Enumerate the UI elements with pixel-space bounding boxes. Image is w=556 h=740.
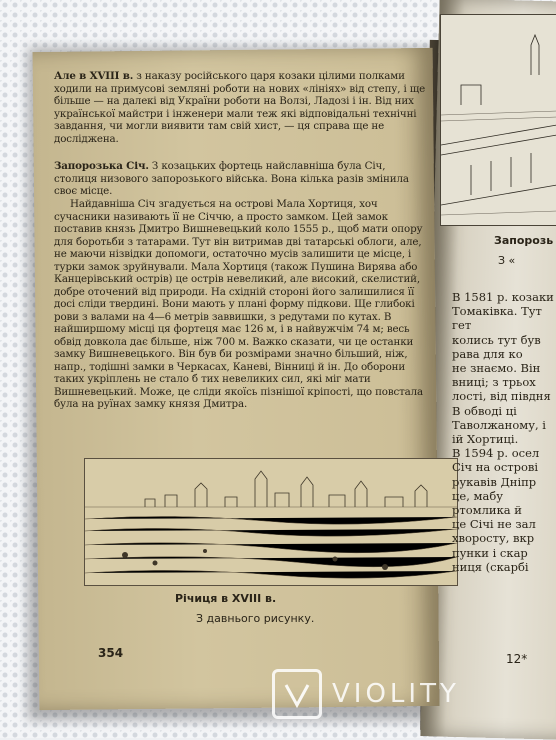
right-line: вниці; з трьох	[452, 375, 536, 390]
right-line: рукавів Дніпр	[452, 474, 537, 489]
right-line: Таволжаному, і	[452, 417, 546, 432]
watermark-text: VIOLITY	[332, 679, 460, 709]
right-page-illustration	[440, 14, 556, 226]
right-figure-caption: Запорозь	[494, 234, 554, 247]
paragraph-2: Запорозька Січ. З козацьких фортець найславніша була Січ, столиця низового запорозького війська. Вона кількa разів змінила своє місце.	[54, 160, 409, 197]
right-line: ртомлика й	[452, 503, 522, 518]
right-figure-subcaption: З «	[498, 254, 516, 267]
violity-logo-icon	[272, 669, 322, 719]
figure-subcaption: З давнього рисунку.	[196, 612, 315, 625]
engraving-illustration	[84, 458, 458, 586]
right-line: не знаємо. Він	[452, 361, 541, 376]
right-line: пунки і скар	[452, 545, 528, 560]
paragraph-3: Найдавніша Січ згадується на острові Мала Хортиця, хоч сучасники називають її не Січчю, а просто замком. Цей замок поставив князь Дмитро Вишневецький коло 1555 р., щоб мати опору для боротьби з татарами. Тут він витримав дві татарські облоги, але, не маючи нізвідки допомоги, остаточно мусів залишити це місце, і турки замок зруйнували. Мала Хортиця (також Пушина Вирява або Канцерівський острів) це острів невеликий, але високий, скелистий, добре оточений від природи. На східній стороні його залишилися її досі сліди твердині. Вони мають у плані форму підкови. Ще глибокі рови з валами на 4—6 метрів заввишки, з редутами по кутах. В найширшому місці ця фортеця має 126 м, і в найвужчім 74 м; весь обвід довкола дає більше, ніж 700 м. Важко сказати, чи це останки замку Вишневецького. Він був би розмірами значно більший, ніж, напр., тодішні замки в Черкасах, Каневі, Вінниці й ін. До оборони таких укріплень не стало б тих невеликих сил, які міг мати Вишневецький. Може, це сліди якоїсь пізнішої кріпості, що повстала була на руїнах замку князя Дмитра.	[54, 198, 424, 410]
watermark	[272, 668, 552, 720]
town-engraving-icon	[85, 459, 457, 585]
right-line: ій Хортиці.	[452, 432, 519, 447]
right-line: ниця (скарбі	[452, 559, 529, 574]
right-line: Томаківка. Тут гет	[452, 304, 542, 333]
fortress-engraving-icon	[441, 15, 556, 225]
right-line: Січ на острові	[452, 460, 539, 475]
page-number-left: 354	[98, 646, 124, 660]
right-line: це Січі не зал	[452, 517, 536, 532]
right-line: колись тут був	[452, 332, 541, 347]
figure-caption: Річиця в XVIII в.	[175, 592, 277, 605]
right-line: рава для ко	[452, 346, 523, 361]
right-line: це, мабу	[452, 488, 504, 503]
right-line: лості, від півдня	[452, 389, 551, 404]
right-line: хворосту, вкр	[452, 531, 535, 546]
right-line: В обводі ці	[452, 403, 517, 418]
paragraph-1: Але в XVIII в. з наказу російського царя козаки цілими полками ходили на примусові земляні роботи на нових «лініях» від степу, і ще більше — на далекі від України роботи на Волзі, Ладозі і ін. Від них української майстри і інженери мали теж які відповідальні технічні завдання, чи могли виявити там свій хист, — ця справа ще не досліджена.	[54, 70, 426, 145]
right-page-text	[452, 290, 556, 574]
right-line: В 1594 р. осел	[452, 446, 540, 461]
right-line: В 1581 р. козаки	[452, 290, 554, 304]
page-number-right: 12*	[506, 652, 528, 666]
